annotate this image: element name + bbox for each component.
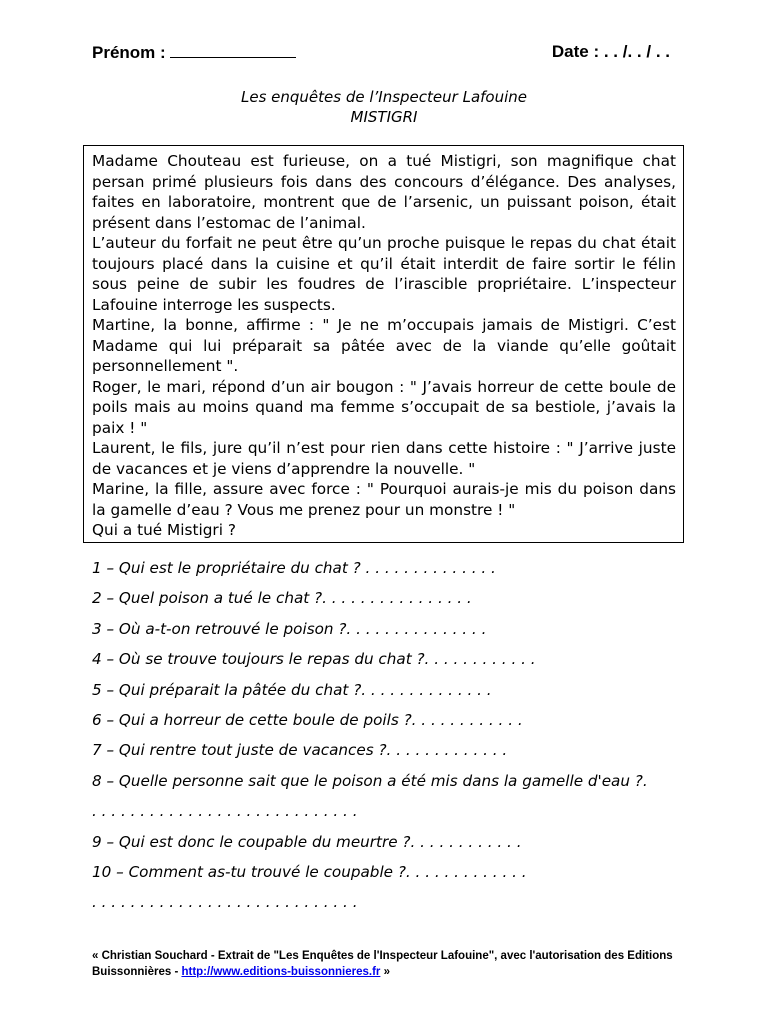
question-2: 2 – Quel poison a tué le chat ?. . . . . . . . . . . . . . . . [92, 589, 472, 608]
title-line-2: MISTIGRI [350, 108, 418, 126]
question-7: 7 – Qui rentre tout juste de vacances ?. . . . . . . . . . . . . [92, 741, 508, 760]
story-question: Qui a tué Mistigri ? [92, 521, 236, 539]
story-paragraph: Laurent, le fils, jure qu’il n’est pour rien dans cette histoire : " J’arrive juste de vacances et je viens d’apprendre la nouvelle. " [92, 439, 676, 478]
question-10: 10 – Comment as-tu trouvé le coupable ?. . . . . . . . . . . . . [92, 862, 527, 881]
title-line-1: Les enquêtes de l’Inspecteur Lafouine [240, 88, 528, 106]
story-paragraph: Martine, la bonne, affirme : " Je ne m’occupais jamais de Mistigri. C’est Madame qui lui préparait sa pâtée avec de la viande qu’elle goûtait personnellement ". [92, 316, 676, 375]
question-list [92, 557, 692, 922]
question-4: 4 – Où se trouve toujours le repas du chat ?. . . . . . . . . . . . [92, 650, 536, 669]
footer-credit [92, 948, 692, 980]
prenom-label: Prénom : [92, 43, 166, 62]
question-1: 1 – Qui est le propriétaire du chat ? . . . . . . . . . . . . . . [92, 559, 496, 577]
publisher-link[interactable]: http://www.editions-buissonnieres.fr [181, 966, 381, 978]
prenom-underline [170, 42, 296, 58]
story-box [83, 145, 684, 543]
footer-end: » [380, 966, 390, 978]
question-9: 9 – Qui est donc le coupable du meurtre ?. . . . . . . . . . . . [92, 832, 522, 851]
story-paragraph: L’auteur du forfait ne peut être qu’un proche puisque le repas du chat était toujours placé dans la cuisine et qu’il était interdit de faire sortir le félin sous peine de subir les foudres de l’irascible propriétaire. L’inspecteur Lafouine interroge les suspects. [92, 234, 676, 314]
question-3: 3 – Où a-t-on retrouvé le poison ?. . . . . . . . . . . . . . . [92, 619, 487, 638]
story-paragraph: Madame Chouteau est furieuse, on a tué Mistigri, son magnifique chat persan primé plusieurs fois dans des concours d’élégance. Des analyses, faites en laboratoire, montrent que de l’arsenic, un puissant poison, était présent dans l’estomac de l’animal. [92, 152, 676, 232]
story-paragraph: Marine, la fille, assure avec force : " Pourquoi aurais-je mis du poison dans la gamelle d’eau ? Vous me prenez pour un monstre ! " [92, 480, 676, 519]
date-label: Date : . . /. . / . . [551, 42, 670, 61]
question-6: 6 – Qui a horreur de cette boule de poils ?. . . . . . . . . . . . [92, 710, 523, 729]
footer-text: « Christian Souchard - Extrait de "Les Enquêtes de l'Inspecteur Lafouine", avec l'autorisation des Editions Buissonnières - [92, 950, 673, 978]
question-8: 8 – Quelle personne sait que le poison a été mis dans la gamelle d'eau ?. [92, 771, 648, 790]
worksheet-title [0, 87, 768, 127]
prenom-field [92, 42, 296, 63]
story-paragraph: Roger, le mari, répond d’un air bougon : " J’avais horreur de cette boule de poils mais au moins quand ma femme s’occupait de sa bestiole, j’avais la paix ! " [92, 377, 676, 437]
answer-dotted-line: . . . . . . . . . . . . . . . . . . . . . . . . . . . . [92, 893, 358, 912]
answer-dotted-line: . . . . . . . . . . . . . . . . . . . . . . . . . . . . [92, 802, 358, 821]
question-5: 5 – Qui préparait la pâtée du chat ?. . . . . . . . . . . . . . [92, 680, 492, 699]
